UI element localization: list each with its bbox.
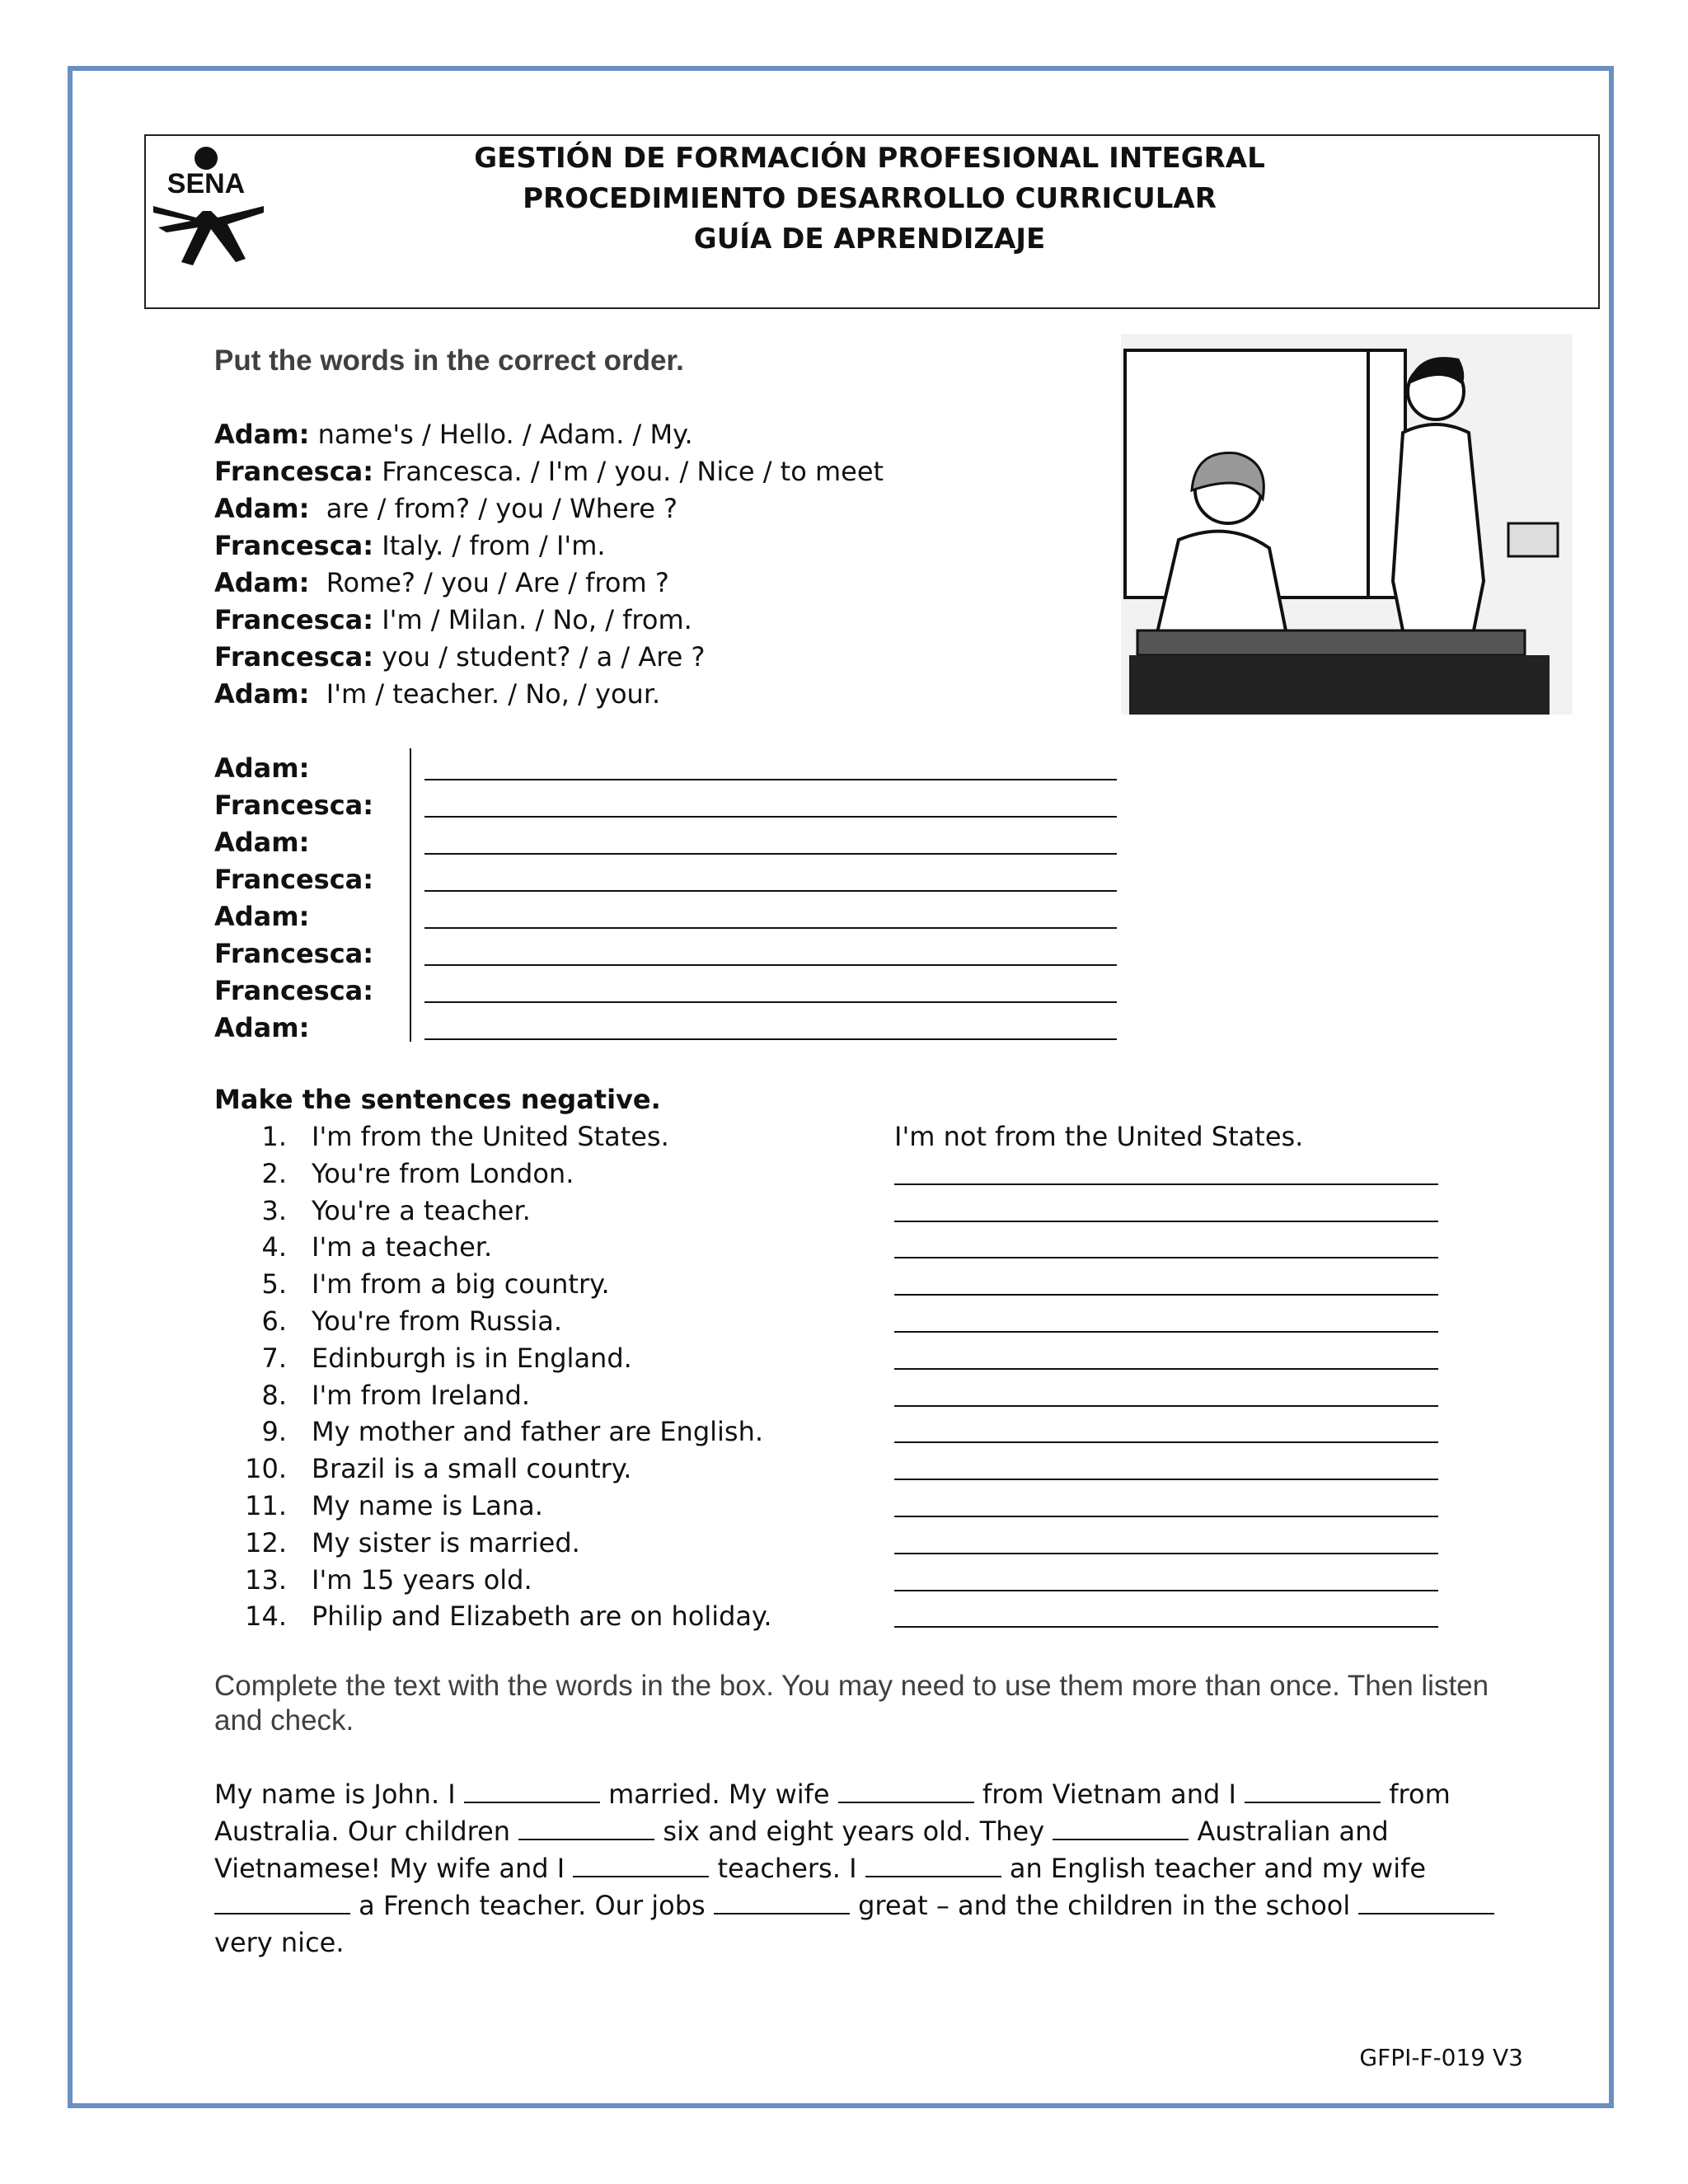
- speaker: Francesca:: [214, 456, 374, 487]
- text-segment: teachers. I: [709, 1853, 865, 1884]
- bookshelf: [1508, 523, 1558, 556]
- item-sentence: You're from London.: [312, 1157, 574, 1189]
- speaker: Adam:: [214, 678, 310, 710]
- scrambled-words: I'm / teacher. / No, / your.: [309, 678, 661, 710]
- answer-line[interactable]: [894, 1590, 1438, 1591]
- header-line-3: GUÍA DE APRENDIZAJE: [693, 223, 1046, 255]
- answer-line[interactable]: [894, 1479, 1438, 1480]
- classroom-illustration: [1121, 334, 1573, 715]
- desk-front: [1129, 655, 1550, 715]
- answer-divider: [410, 748, 411, 1042]
- item-sentence: I'm 15 years old.: [312, 1563, 532, 1596]
- scrambled-words: Francesca. / I'm / you. / Nice / to meet: [373, 456, 884, 487]
- scrambled-words: Rome? / you / Are / from ?: [309, 567, 669, 598]
- item-sentence: I'm a teacher.: [312, 1231, 493, 1263]
- section1-title: Put the words in the correct order.: [214, 344, 684, 377]
- scrambled-words: you / student? / a / Are ?: [373, 641, 706, 673]
- speaker: Francesca:: [214, 641, 374, 673]
- scrambled-words: name's / Hello. / Adam. / My.: [309, 419, 693, 450]
- answer-line[interactable]: [894, 1368, 1438, 1370]
- item-number: 5.: [261, 1268, 287, 1301]
- text-segment: from Australia. Our children: [214, 1779, 1451, 1847]
- list-item: [214, 1266, 1451, 1303]
- logo-head: [195, 147, 218, 170]
- blank-line[interactable]: [214, 1890, 350, 1915]
- answer-line[interactable]: [894, 1553, 1438, 1554]
- list-item: [214, 1229, 1451, 1266]
- list-item: [214, 1413, 1451, 1451]
- item-sentence: My mother and father are English.: [312, 1416, 764, 1448]
- answer-line[interactable]: [894, 1331, 1438, 1333]
- list-item: [214, 1193, 1451, 1230]
- item-sentence: I'm from Ireland.: [312, 1379, 531, 1411]
- scramble-row: [214, 639, 884, 676]
- list-item: [214, 1562, 1451, 1599]
- answer-line[interactable]: [424, 816, 1117, 818]
- item-sentence: Philip and Elizabeth are on holiday.: [312, 1601, 772, 1633]
- answer-line[interactable]: [894, 1626, 1438, 1628]
- logo-figure: [153, 206, 264, 265]
- text-segment: a French teacher. Our jobs: [350, 1890, 714, 1921]
- item-number: 9.: [261, 1416, 287, 1448]
- item-number: 2.: [261, 1157, 287, 1189]
- answer-line[interactable]: [424, 890, 1117, 892]
- answer-line[interactable]: [424, 964, 1117, 966]
- blank-line[interactable]: [838, 1779, 974, 1803]
- item-sentence: My name is Lana.: [312, 1489, 543, 1521]
- answer-line[interactable]: [894, 1257, 1438, 1258]
- blank-line[interactable]: [1245, 1779, 1381, 1803]
- item-sentence: Brazil is a small country.: [312, 1453, 632, 1485]
- text-segment: an English teacher and my wife: [1001, 1853, 1427, 1884]
- item-sentence: I'm from a big country.: [312, 1268, 610, 1301]
- section2-title: Make the sentences negative.: [214, 1084, 661, 1115]
- list-item: [214, 1118, 1451, 1155]
- text-segment: Australian and Vietnamese! My wife and I: [214, 1816, 1389, 1884]
- answer-speaker: Francesca:: [214, 790, 374, 821]
- text-segment: six and eight years old. They: [654, 1816, 1053, 1847]
- answer-speaker: Adam:: [214, 752, 310, 784]
- speaker: Francesca:: [214, 604, 374, 635]
- speaker: Francesca:: [214, 530, 374, 561]
- list-item: [214, 1340, 1451, 1377]
- item-number: 12.: [245, 1526, 287, 1558]
- scrambled-words: I'm / Milan. / No, / from.: [373, 604, 692, 635]
- blank-line[interactable]: [518, 1816, 654, 1840]
- item-sentence: You're from Russia.: [312, 1305, 562, 1337]
- text-segment: My name is John. I: [214, 1779, 464, 1810]
- blank-line[interactable]: [714, 1890, 850, 1915]
- item-sentence: My sister is married.: [312, 1526, 580, 1558]
- answer-speaker: Adam:: [214, 827, 310, 858]
- item-number: 10.: [245, 1453, 287, 1485]
- list-item: [214, 1525, 1451, 1562]
- scramble-row: [214, 676, 884, 713]
- text-segment: from Vietnam and I: [973, 1779, 1245, 1810]
- item-sentence: Edinburgh is in England.: [312, 1342, 632, 1374]
- blank-line[interactable]: [1358, 1890, 1494, 1915]
- scramble-row: [214, 602, 884, 639]
- list-item: [214, 1155, 1451, 1193]
- item-number: 1.: [261, 1121, 287, 1152]
- answer-line[interactable]: [894, 1405, 1438, 1407]
- scramble-row: [214, 490, 884, 527]
- blank-line[interactable]: [573, 1853, 709, 1877]
- scrambled-dialogue: [214, 416, 884, 713]
- scramble-row: [214, 565, 884, 602]
- blank-line[interactable]: [865, 1853, 1001, 1877]
- item-sentence: I'm from the United States.: [312, 1121, 669, 1152]
- scramble-row: [214, 453, 884, 490]
- scrambled-words: Italy. / from / I'm.: [373, 530, 606, 561]
- item-number: 4.: [261, 1231, 287, 1263]
- logo-text: SENA: [166, 168, 246, 199]
- answer-speaker: Adam:: [214, 901, 310, 932]
- scramble-row: [214, 527, 884, 565]
- answer-line[interactable]: [894, 1294, 1438, 1296]
- list-item: [214, 1303, 1451, 1340]
- text-segment: great – and the children in the school: [849, 1890, 1359, 1921]
- item-number: 6.: [261, 1305, 287, 1337]
- text-segment: very nice.: [214, 1927, 345, 1958]
- item-answer: I'm not from the United States.: [894, 1121, 1304, 1152]
- item-number: 13.: [245, 1563, 287, 1596]
- scrambled-words: are / from? / you / Where ?: [309, 493, 678, 524]
- answer-line[interactable]: [894, 1221, 1438, 1222]
- speaker: Adam:: [214, 567, 310, 598]
- answer-speaker: Francesca:: [214, 938, 374, 969]
- answer-line[interactable]: [894, 1516, 1438, 1517]
- item-number: 3.: [261, 1194, 287, 1226]
- text-segment: married. My wife: [599, 1779, 838, 1810]
- answer-speaker: Adam:: [214, 1012, 310, 1043]
- list-item: [214, 1451, 1451, 1488]
- answer-line[interactable]: [894, 1441, 1438, 1443]
- sena-logo: [147, 142, 270, 265]
- speaker: Adam:: [214, 419, 310, 450]
- item-number: 7.: [261, 1342, 287, 1374]
- blank-line[interactable]: [1053, 1816, 1189, 1840]
- answer-speaker: Francesca:: [214, 864, 374, 895]
- cloze-paragraph: [214, 1776, 1550, 1961]
- answer-line[interactable]: [424, 853, 1117, 855]
- list-item: [214, 1377, 1451, 1414]
- item-number: 8.: [261, 1379, 287, 1411]
- desk: [1137, 630, 1525, 655]
- list-item: [214, 1488, 1451, 1525]
- footer-code: GFPI-F-019 V3: [1359, 2044, 1523, 2071]
- answer-line[interactable]: [424, 1001, 1117, 1003]
- answer-line[interactable]: [424, 927, 1117, 929]
- item-sentence: You're a teacher.: [312, 1194, 531, 1226]
- scramble-row: [214, 416, 884, 453]
- speaker: Adam:: [214, 493, 310, 524]
- item-number: 14.: [245, 1601, 287, 1633]
- item-number: 11.: [245, 1489, 287, 1521]
- list-item: [214, 1598, 1451, 1635]
- answer-line[interactable]: [894, 1183, 1438, 1185]
- header-line-1: GESTIÓN DE FORMACIÓN PROFESIONAL INTEGRAL: [474, 142, 1265, 175]
- header-title: [272, 138, 1467, 260]
- answer-line[interactable]: [424, 1038, 1117, 1040]
- negative-list: [214, 1118, 1451, 1635]
- section3-title: Complete the text with the words in the box. You may need to use them more than once. Then listen and check.: [214, 1670, 1489, 1736]
- man-body: [1393, 424, 1484, 663]
- answer-line[interactable]: [424, 779, 1117, 780]
- blank-line[interactable]: [464, 1779, 600, 1803]
- answer-speaker: Francesca:: [214, 975, 374, 1006]
- header-line-2: PROCEDIMIENTO DESARROLLO CURRICULAR: [523, 182, 1217, 215]
